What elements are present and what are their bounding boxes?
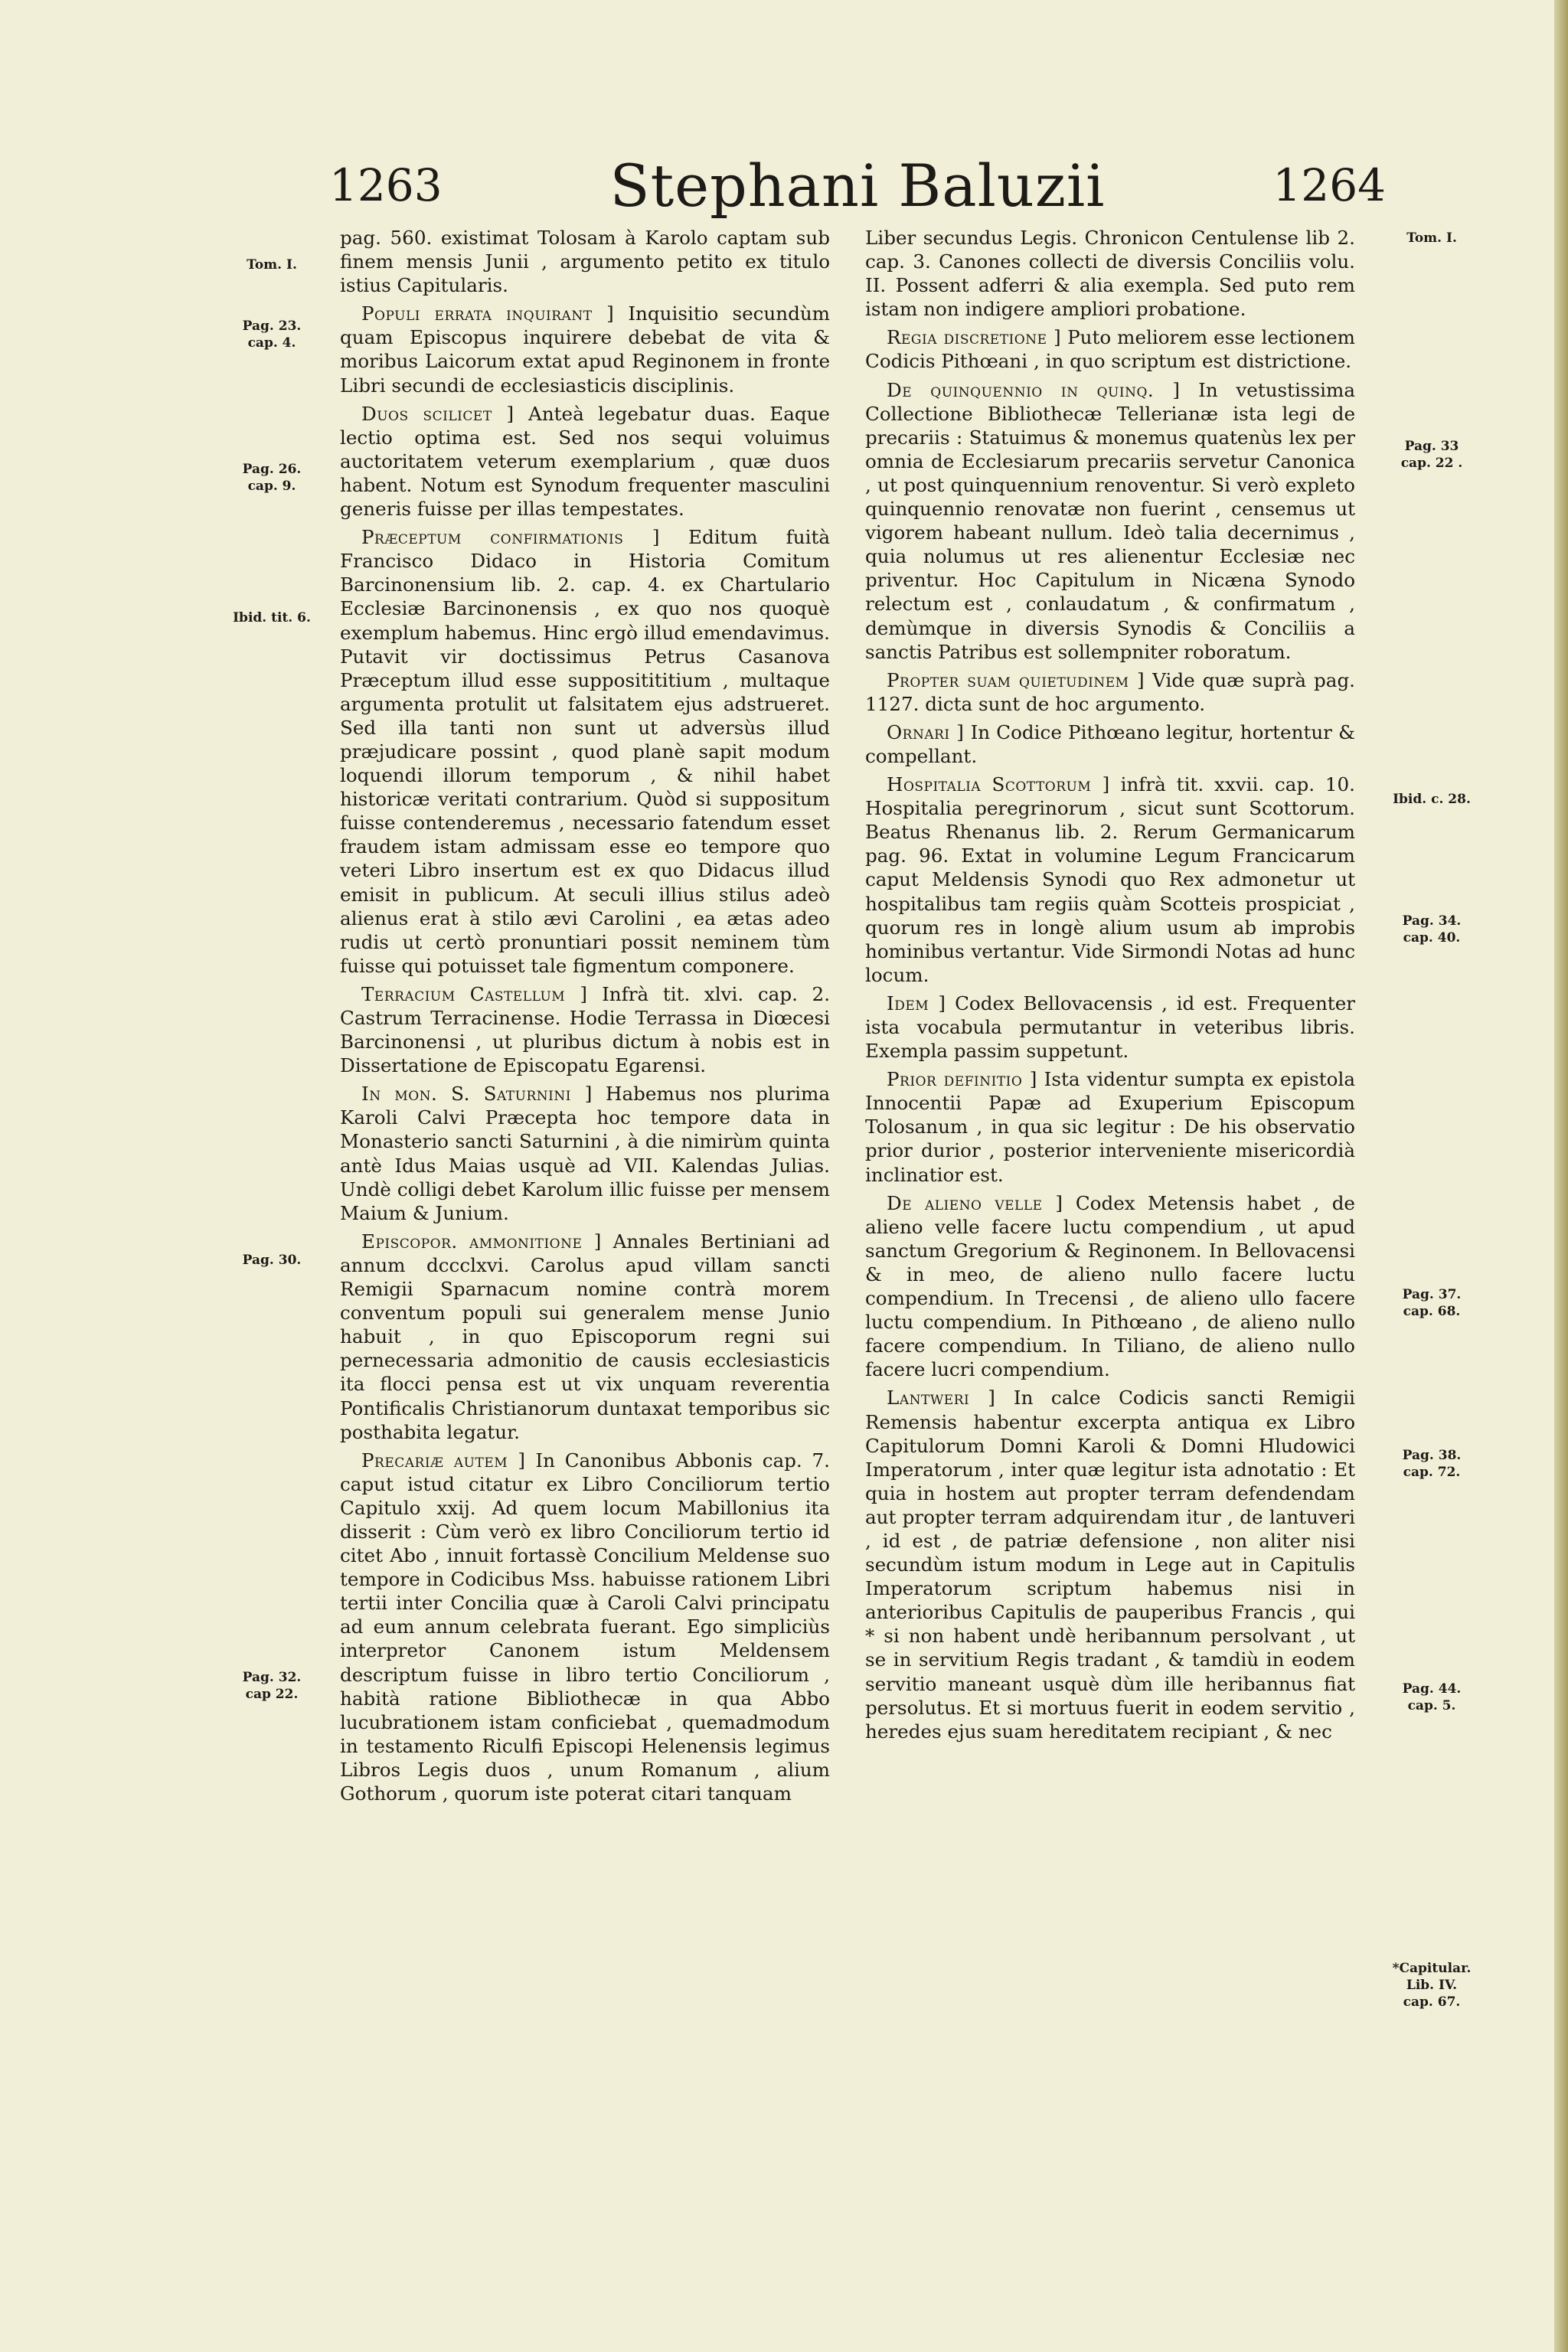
paragraph-text: Infrà tit. xlvi. cap. 2. Castrum Terracinense. Hodie Terrassa in Diœcesi Barcinonensi , ut pluribus dictum à nobis est in Dissertatione de Episcopatu Egarensi. <box>340 982 831 1077</box>
margin-note-right: Pag. 37. cap. 68. <box>1402 1287 1462 1319</box>
lemma: Idem ] <box>887 991 946 1014</box>
paragraph-text: Puto meliorem esse lectionem Codicis Pithœani , in quo scriptum est districtione. <box>865 326 1355 373</box>
paragraph <box>340 1082 830 1225</box>
lemma: Regia discretione ] <box>887 326 1062 349</box>
paragraph <box>340 982 830 1077</box>
paragraph-text: Ista videntur sumpta ex epistola Innocentii Papæ ad Exuperium Episcopum Tolosanum , in qua sic legitur : De his observatio prior durior , posterior interveniente misericordià inclinatior est. <box>865 1068 1355 1186</box>
paragraph-text: Anteà legebatur duas. Eaque lectio optima est. Sed nos sequi voluimus auctoritatem veterum exemplarium , quæ duos habent. Notum est Synodum frequenter masculini generis fuisse per illas tempestates. <box>340 402 830 521</box>
paragraph-text: infrà tit. xxvii. cap. 10. Hospitalia peregrinorum , sicut sunt Scottorum. Beatus Rhenanus lib. 2. Rerum Germanicarum pag. 96. Extat in volumine Legum Francicarum caput Meldensis Synodi quo Rex admonetur ut hospitalibus tam regiis quàm Scotteis prospiciat , quorum res in longè alium usum ab improbis hominibus vertantur. Vide Sirmondi Notas ad hunc locum. <box>865 773 1356 986</box>
margin-note-right: Pag. 33 cap. 22 . <box>1400 439 1463 471</box>
margin-note-right: *Capitular. Lib. IV. cap. 67. <box>1392 1961 1472 2010</box>
paragraph-text: Liber secundus Legis. Chronicon Centulense lib 2. cap. 3. Canones collecti de diversis Conciliis volu. II. Possent adferri & alia exempla. Sed puto rem istam non indigere ampliori probatione. <box>865 227 1355 321</box>
lemma: Duos scilicet ] <box>361 402 514 425</box>
lemma: Episcopor. ammonitione ] <box>361 1230 602 1253</box>
margin-note-right: Pag. 34. cap. 40. <box>1402 913 1462 946</box>
lemma: Terracium Castellum ] <box>361 982 588 1005</box>
paragraph-text: Editum fuità Francisco Didaco in Historia Comitum Barcinonensium lib. 2. cap. 4. ex Chartulario Ecclesiæ Barcinonensis , ex quo nos quoquè exemplum habemus. Hinc ergò illud emendavimus. Putavit vir doctissimus Petrus Casanova Præceptum illud esse suppositititium , multaque argumenta protulit ut falsitatem ejus adstrueret. Sed illa tanti non sunt ut adversùs illud præjudicare possint , quod planè sapit modum loquendi illorum temporum , & nihil habet historicæ veritati contrarium. Quòd si suppositum fuisse contenderemus , necessario fatendum esset fraudem istam admissam esse eo tempore quo veteri Libro insertum est ex quo Didacus illud emisit in publicum. At seculi illius stilus adeò alienus erat à stilo ævi Carolini , ea ætas adeo rudis ut certò pronuntiari possit neminem tùm fuisse qui potuisset tale figmentum componere. <box>340 526 830 977</box>
paragraph-text: Habemus nos plurima Karoli Calvi Præcepta hoc tempore data in Monasterio sancti Saturnini , à die nimirùm quinta antè Idus Maias usquè ad VII. Kalendas Julias. Undè colligi debet Karolum illic fuisse per mensem Maium & Junium. <box>340 1083 831 1224</box>
margin-note-right: Pag. 44. cap. 5. <box>1402 1681 1462 1713</box>
lemma: De alieno velle ] <box>887 1191 1063 1214</box>
lemma: Hospitalia Scottorum ] <box>887 773 1110 796</box>
paragraph <box>865 1191 1355 1382</box>
paragraph-text: In vetustissima Collectione Bibliothecæ Tellerianæ ista legi de precariis : Statuimus & monemus quatenùs lex per omnia de Ecclesiarum precariis servetur Canonica , ut post quinquennium renoventur. Si verò expleto quinquennio renovatæ non fuerint , censemus ut vigorem habeant nullum. Ideò talia decernimus , quia nolumus ut res alienentur Ecclesiæ nec priventur. Hoc Capitulum in Nicæna Synodo relectum est , conlaudatum , & confirmatum , demùmque in diversis Synodis & Conciliis a sanctis Patribus est sollempniter roboratum. <box>865 378 1356 663</box>
paragraph <box>865 773 1355 987</box>
paragraph <box>340 302 830 397</box>
paragraph <box>865 1386 1355 1743</box>
paragraph <box>865 378 1355 664</box>
left-page-number: 1263 <box>329 159 443 211</box>
paragraph-text: Vide quæ suprà pag. 1127. dicta sunt de hoc argumento. <box>865 668 1356 715</box>
right-page-number: 1264 <box>1272 159 1386 211</box>
lemma: In mon. S. Saturnini ] <box>361 1083 593 1106</box>
lemma: Populi errata inquirant ] <box>361 302 615 325</box>
left-text-column <box>340 226 830 1810</box>
lemma: Præceptum confirmationis ] <box>361 526 661 549</box>
margin-note-left: Pag. 26. cap. 9. <box>242 462 302 494</box>
paragraph-text: In Canonibus Abbonis cap. 7. caput istud citatur ex Libro Conciliorum tertio Capitulo xxij. Ad quem locum Mabillonius ita disserit : Cùm verò ex libro Conciliorum tertio id citet Abo , innuit fortassè Concilium Meldense suo tempore in Codicibus Mss. habuisse rationem Libri tertii inter Concilia quæ à Caroli Calvi principatu ad eum annum celebrata fuerant. Ego simpliciùs interpretor Canonem istum Meldensem descriptum fuisse in libro tertio Conciliorum , habità ratione Bibliothecæ in qua Abbo lucubrationem istam conficiebat , quemadmodum in testamento Riculfi Episcopi Helenensis legimus Libros Legis duos , unum Romanum , alium Gothorum , quorum iste poterat citari tanquam <box>340 1449 830 1805</box>
running-title: Stephani Baluzii <box>609 152 1106 220</box>
margin-note-left: Ibid. tit. 6. <box>233 610 311 626</box>
paragraph <box>865 720 1355 768</box>
margin-note-left: Tom. I. <box>247 257 297 273</box>
paragraph-text: In calce Codicis sancti Remigii Remensis habentur excerpta antiqua ex Libro Capitulorum Domni Karoli & Domni Hludowici Imperatorum , inter quæ legitur ista adnotatio : Et quia in hostem aut propter terram defendendam aut propter terram adquirendam itur , de lantuveri , id est , de patriæ defensione , non aliter nisi secundùm istum modum in Lege aut in Capitulis Imperatorum scriptum habemus nisi in anterioribus Capitulis de pauperibus Francis , qui * si non habent undè heribannum persolvant , ut se in servitium Regis tradant , & tamdiù in eodem servitio maneant usquè dùm ille heribannus fiat persolutus. Et si mortuus fuerit in eodem servitio , heredes ejus suam hereditatem recipiant , & nec <box>865 1387 1355 1743</box>
paragraph <box>865 991 1355 1063</box>
paragraph-text: Codex Bellovacensis , id est. Frequenter ista vocabula permutantur in veteribus libris. Exempla passim suppetunt. <box>865 991 1356 1063</box>
paragraph-text: In Codice Pithœano legitur, hortentur & compellant. <box>865 720 1355 767</box>
paragraph <box>865 325 1355 373</box>
lemma: Precariæ autem ] <box>361 1449 526 1472</box>
paragraph-text: Annales Bertiniani ad annum dccclxvi. Carolus apud villam sancti Remigii Sparnacum nomine contrà morem conventum populi sui generalem mense Junio habuit , in quo Episcoporum regni sui pernecessaria admonitio de causis ecclesiasticis ita flocci pensa est ut vix unquam reverentia Pontificalis Christianorum duntaxat temporibus sic posthabita legatur. <box>340 1230 830 1443</box>
margin-note-right: Pag. 38. cap. 72. <box>1402 1448 1462 1480</box>
paragraph-text: pag. 560. existimat Tolosam à Karolo captam sub finem mensis Junii , argumento petito ex titulo istius Capitularis. <box>340 227 830 297</box>
paragraph-text: Codex Metensis habet , de alieno velle facere luctu compendium , ut apud sanctum Gregorium & Reginonem. In Bellovacensi & in meo, de alieno nullo facere luctu compendium. In Trecensi , de alieno ullo facere luctu compendium. In Pithœano , de alieno nullo facere compendium. In Tiliano, de alieno nullo facere lucri compendium. <box>865 1191 1355 1381</box>
margin-note-left: Pag. 30. <box>242 1253 302 1268</box>
paragraph <box>865 226 1355 321</box>
paragraph <box>340 1449 830 1805</box>
lemma: Ornari ] <box>887 720 965 743</box>
lemma: Prior definitio ] <box>887 1068 1037 1091</box>
paragraph <box>865 668 1355 716</box>
lemma: De quinquennio in quinq. ] <box>887 378 1181 401</box>
paragraph <box>340 226 830 297</box>
book-binding-edge <box>1554 0 1568 2352</box>
paragraph <box>865 1067 1355 1186</box>
lemma: Lantweri ] <box>887 1387 996 1410</box>
margin-note-right: Tom. I. <box>1406 230 1457 246</box>
margin-note-left: Pag. 23. cap. 4. <box>242 318 302 351</box>
paragraph <box>340 1230 830 1444</box>
paragraph <box>340 525 830 978</box>
lemma: Propter suam quietudinem ] <box>887 668 1145 691</box>
paragraph-text: Inquisitio secundùm quam Episcopus inquirere debebat de vita & moribus Laicorum extat apud Reginonem in fronte Libri secundi de ecclesiasticis disciplinis. <box>340 302 830 397</box>
paragraph <box>340 402 830 521</box>
margin-note-right: Ibid. c. 28. <box>1393 792 1471 807</box>
right-text-column <box>865 226 1355 1748</box>
margin-note-left: Pag. 32. cap 22. <box>242 1670 302 1702</box>
